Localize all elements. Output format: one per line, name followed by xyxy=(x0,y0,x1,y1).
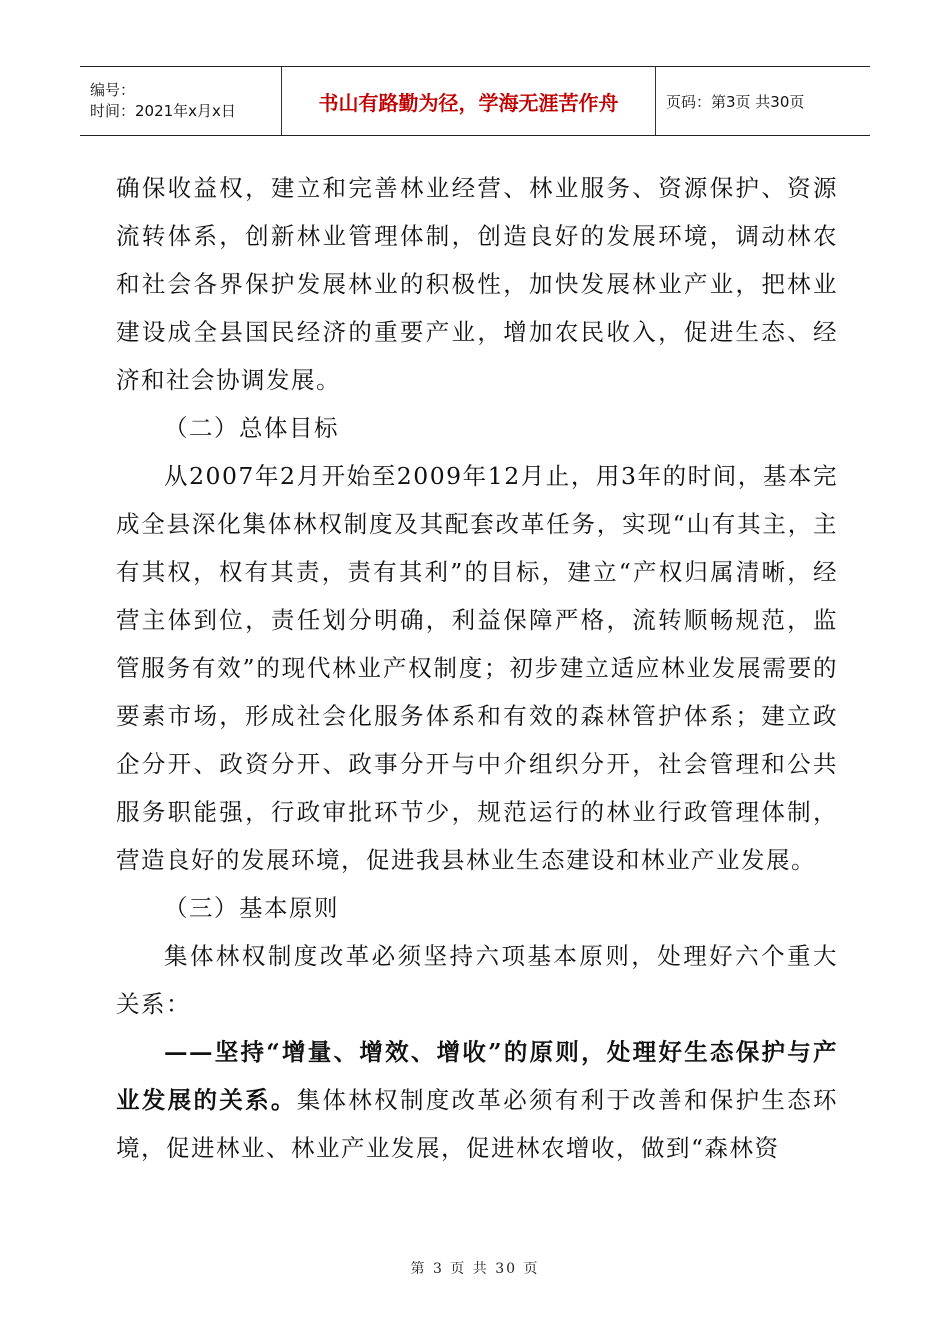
document-body xyxy=(116,164,838,1172)
header-motto: 书山有路勤为径，学海无涯苦作舟 xyxy=(318,90,619,115)
principle-text: 集体林权制度改革必须有利于改善和保护生态环境，促进林业、林业产业发展，促进林农增收，做到“森林资 xyxy=(116,1086,839,1162)
body-paragraph-principle xyxy=(116,1028,838,1172)
body-paragraph: 确保收益权，建立和完善林业经营、林业服务、资源保护、资源流转体系，创新林业管理体制，创造良好的发展环境，调动林农和社会各界保护发展林业的积极性，加快发展林业产业，把林业建设成全县国民经济的重要产业，增加农民收入，促进生态、经济和社会协调发展。 xyxy=(116,174,838,394)
principle-title: ——坚持“增量、增效、增收”的原则，处理好生态保护与产业发展的关系。 xyxy=(116,1038,838,1114)
header-page-cell xyxy=(656,67,870,135)
document-number-label: 编号： xyxy=(90,81,136,99)
page-footer: 第 3 页 共 30 页 xyxy=(410,1261,540,1277)
body-paragraph: 从2007年2月开始至2009年12月止，用3年的时间，基本完成全县深化集体林权制度及其配套改革任务，实现“山有其主，主有其权，权有其责，责有其利”的目标，建立“产权归属清晰，经营主体到位，责任划分明确，利益保障严格，流转顺畅规范，监管服务有效”的现代林业产权制度；初步建立适应林业发展需要的要素市场，形成社会化服务体系和有效的森林管护体系；建立政企分开、政资分开、政事分开与中介组织分开，社会管理和公共服务职能强，行政审批环节少，规范运行的林业行政管理体制，营造良好的发展环境，促进我县林业生态建设和林业产业发展。 xyxy=(116,462,838,874)
header-motto-cell xyxy=(282,67,656,135)
document-time-label: 时间：2021年x月x日 xyxy=(90,102,236,120)
document-header xyxy=(80,66,870,136)
header-page-info: 页码：第3页 共30页 xyxy=(666,92,805,111)
header-meta-cell xyxy=(80,67,282,135)
body-paragraph: 集体林权制度改革必须坚持六项基本原则，处理好六个重大关系： xyxy=(116,942,838,1018)
section-heading-overall-goal: （二）总体目标 xyxy=(164,414,339,442)
section-heading-basic-principles: （三）基本原则 xyxy=(164,894,339,922)
